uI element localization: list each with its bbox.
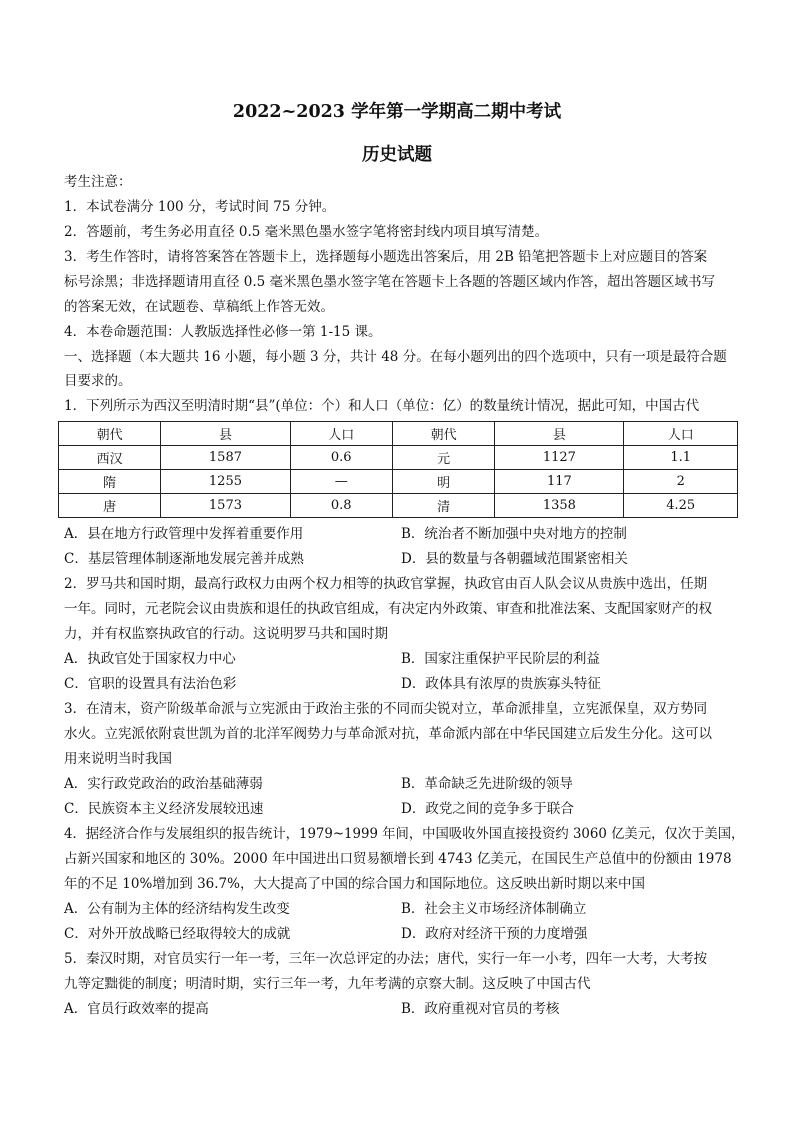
notice-item: 的答案无效，在试题卷、草稿纸上作答无效。: [64, 299, 334, 315]
table-cell: 明: [392, 470, 494, 494]
q4-stem: 占新兴国家和地区的 30%。2000 年中国进出口贸易额增长到 4743 亿美元，在国民生产总值中的份额由 1978: [64, 851, 732, 867]
q2-stem: 力，并有权监察执政官的行动。这说明罗马共和国时期: [64, 626, 388, 642]
table-row: [59, 446, 738, 470]
table-cell: 1587: [161, 446, 290, 470]
table-cell: 隋: [59, 470, 161, 494]
q3-option-b: B．革命缺乏先进阶级的领导: [401, 776, 573, 792]
table-header-row: [59, 422, 738, 446]
q3-stem: 用来说明当时我国: [64, 751, 172, 767]
q4-stem: 4．据经济合作与发展组织的报告统计，1979~1999 年间，中国吸收外国直接投资约 3060 亿美元，仅次于美国，: [64, 826, 745, 842]
table-row: [59, 470, 738, 494]
notice-item: 标号涂黑；非选择题请用直径 0.5 毫米黑色墨水签字笔在答题卡上各题的答题区域内作答，超出答题区域书写: [64, 274, 716, 290]
table-cell: 2: [624, 470, 738, 494]
q5-option-a: A．官员行政效率的提高: [64, 1001, 209, 1017]
q3-option-a: A．实行政党政治的政治基础薄弱: [64, 776, 263, 792]
table-cell: 4.25: [624, 494, 738, 518]
q1-option-a: A．县在地方行政管理中发挥着重要作用: [64, 526, 304, 542]
table-cell: 1.1: [624, 446, 738, 470]
q4-option-d: D．政府对经济干预的力度增强: [401, 926, 588, 942]
q3-stem: 水火。立宪派依附袁世凯为首的北洋军阀势力与革命派对抗，革命派内部在中华民国建立后发生分化。这可以: [64, 726, 712, 742]
table-header: 县: [161, 422, 290, 446]
q2-option-d: D．政体具有浓厚的贵族寡头特征: [401, 676, 601, 692]
table-header: 人口: [290, 422, 392, 446]
table-cell: —: [290, 470, 392, 494]
q1-option-c: C．基层管理体制逐渐地发展完善并成熟: [64, 551, 304, 567]
notice-item: 1．本试卷满分 100 分，考试时间 75 分钟。: [64, 199, 336, 215]
table-cell: 1573: [161, 494, 290, 518]
q4-option-b: B．社会主义市场经济体制确立: [401, 901, 587, 917]
q2-option-a: A．执政官处于国家权力中心: [64, 651, 236, 667]
q4-stem: 年的不足 10%增加到 36.7%，大大提高了中国的综合国力和国际地位。这反映出新时期以来中国: [64, 876, 645, 892]
table-cell: 1255: [161, 470, 290, 494]
q3-stem: 3．在清末，资产阶级革命派与立宪派由于政治主张的不同而尖锐对立，革命派排皇，立宪派保皇，双方势同: [64, 701, 708, 717]
q2-option-c: C．官职的设置具有法治色彩: [64, 676, 237, 692]
table-header: 朝代: [59, 422, 161, 446]
notice-item: 2．答题前，考生务必用直径 0.5 毫米黑色墨水签字笔将密封线内项目填写清楚。: [64, 224, 549, 240]
q5-stem: 5．秦汉时期，对官员实行一年一考，三年一次总评定的办法；唐代，实行一年一小考，四年一大考，大考按: [64, 951, 708, 967]
section-heading: 目要求的。: [64, 373, 132, 389]
q2-stem: 2．罗马共和国时期，最高行政权力由两个权力相等的执政官掌握，执政官由百人队会议从贵族中选出，任期: [64, 576, 708, 592]
q4-option-c: C．对外开放战略已经取得较大的成就: [64, 926, 291, 942]
notice-item: 4．本卷命题范围：人教版选择性必修一第 1-15 课。: [64, 324, 382, 340]
table-cell: 0.8: [290, 494, 392, 518]
q1-stem: 1．下列所示为西汉至明清时期“县”(单位：个）和人口（单位：亿）的数量统计情况，据此可知，中国古代: [64, 398, 700, 414]
q2-stem: 一年。同时，元老院会议由贵族和退任的执政官组成，有决定内外政策、审查和批准法案、支配国家财产的权: [64, 601, 712, 617]
q1-option-b: B．统治者不断加强中央对地方的控制: [401, 526, 627, 542]
notice-item: 3．考生作答时，请将答案答在答题卡上，选择题每小题选出答案后，用 2B 铅笔把答题卡上对应题目的答案: [64, 249, 708, 265]
table-header: 县: [495, 422, 624, 446]
q1-table: [58, 421, 738, 518]
section-heading: 一、选择题（本大题共 16 小题，每小题 3 分，共计 48 分。在每小题列出的四个选项中，只有一项是最符合题: [64, 349, 727, 365]
table-cell: 元: [392, 446, 494, 470]
table-row: [59, 494, 738, 518]
q3-option-c: C．民族资本主义经济发展较迅速: [64, 801, 264, 817]
q5-stem: 九等定黜徙的制度；明清时期，实行三年一考，九年考满的京察大制。这反映了中国古代: [64, 976, 591, 992]
table-cell: 117: [495, 470, 624, 494]
table-cell: 1358: [495, 494, 624, 518]
table-header: 人口: [624, 422, 738, 446]
q3-option-d: D．政党之间的竞争多于联合: [401, 801, 574, 817]
exam-title: 2022~2023 学年第一学期高二期中考试: [232, 102, 562, 122]
q2-option-b: B．国家注重保护平民阶层的利益: [401, 651, 600, 667]
table-cell: 清: [392, 494, 494, 518]
table-cell: 1127: [495, 446, 624, 470]
q5-option-b: B．政府重视对官员的考核: [401, 1001, 560, 1017]
table-cell: 唐: [59, 494, 161, 518]
table-cell: 西汉: [59, 446, 161, 470]
q4-option-a: A．公有制为主体的经济结构发生改变: [64, 901, 290, 917]
notice-heading: 考生注意：: [64, 174, 132, 190]
exam-subject: 历史试题: [362, 145, 432, 165]
table-cell: 0.6: [290, 446, 392, 470]
q1-option-d: D．县的数量与各朝疆域范围紧密相关: [401, 551, 628, 567]
table-header: 朝代: [392, 422, 494, 446]
